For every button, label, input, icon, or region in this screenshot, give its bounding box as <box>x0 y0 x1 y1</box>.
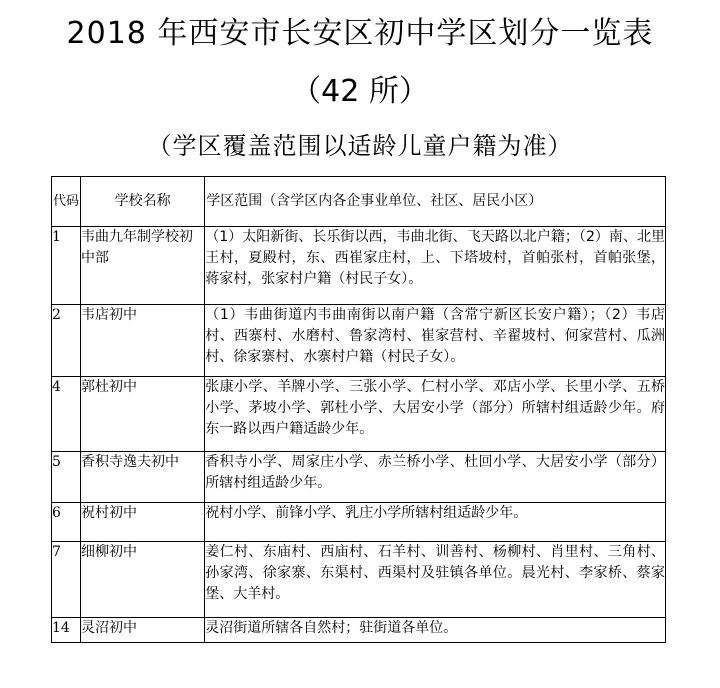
district-table <box>51 176 666 643</box>
row-code: 2 <box>52 305 81 377</box>
header-district-range: 学区范围（含学区内各企事业单位、社区、居民小区） <box>205 177 666 227</box>
row-code: 7 <box>52 542 81 618</box>
row-code: 5 <box>52 452 81 503</box>
table-row <box>52 503 666 542</box>
row-school-name: 祝村初中 <box>81 503 205 542</box>
row-district-range: 香积寺小学、周家庄小学、赤兰桥小学、杜回小学、大居安小学（部分）所辖村组适龄少年。 <box>205 452 666 503</box>
row-code: 4 <box>52 377 81 452</box>
row-school-name: 香积寺逸夫初中 <box>81 452 205 503</box>
header-code: 代码 <box>52 177 81 227</box>
table-row <box>52 542 666 618</box>
table-header-row <box>52 177 666 227</box>
row-school-name: 细柳初中 <box>81 542 205 618</box>
row-district-range: 祝村小学、前锋小学、乳庄小学所辖村组适龄少年。 <box>205 503 666 542</box>
row-code: 6 <box>52 503 81 542</box>
table-row <box>52 452 666 503</box>
row-school-name: 灵沼初中 <box>81 618 205 643</box>
school-count: （42 所） <box>291 74 429 109</box>
table-row <box>52 618 666 643</box>
table-row <box>52 377 666 452</box>
header-school-name: 学校名称 <box>81 177 205 227</box>
row-school-name: 韦店初中 <box>81 305 205 377</box>
row-district-range: 张康小学、羊牌小学、三张小学、仁村小学、邓店小学、长里小学、五桥小学、茅坡小学、郭杜小学、大居安小学（部分）所辖村组适龄少年。府东一路以西户籍适龄少年。 <box>205 377 666 452</box>
row-district-range: 灵沼街道所辖各自然村；驻街道各单位。 <box>205 618 666 643</box>
table-row <box>52 305 666 377</box>
row-code: 14 <box>52 618 81 643</box>
scope-note: （学区覆盖范围以适龄儿童户籍为准） <box>147 132 573 160</box>
row-code: 1 <box>52 227 81 305</box>
row-district-range: （1）太阳新街、长乐街以西，韦曲北街、飞天路以北户籍；（2）南、北里王村，夏殿村，东、西崔家庄村，上、下塔坡村，首帕张村，首帕张堡，蒋家村，张家村户籍（村民子女）。 <box>205 227 666 305</box>
row-school-name: 郭杜初中 <box>81 377 205 452</box>
table-row <box>52 227 666 305</box>
row-district-range: 姜仁村、东庙村、西庙村、石羊村、训善村、杨柳村、肖里村、三角村、孙家湾、徐家寨、东渠村、西渠村及驻镇各单位。晨光村、李家桥、蔡家堡、大羊村。 <box>205 542 666 618</box>
row-district-range: （1）韦曲街道内韦曲南街以南户籍（含常宁新区长安户籍）；（2）韦店村、西寨村、水磨村、鲁家湾村、崔家营村、辛翟坡村、何家营村、瓜洲村、徐家寨村、水寨村户籍（村民子女）。 <box>205 305 666 377</box>
row-school-name: 韦曲九年制学校初中部 <box>81 227 205 305</box>
page-title: 2018 年西安市长安区初中学区划分一览表 <box>66 16 654 51</box>
